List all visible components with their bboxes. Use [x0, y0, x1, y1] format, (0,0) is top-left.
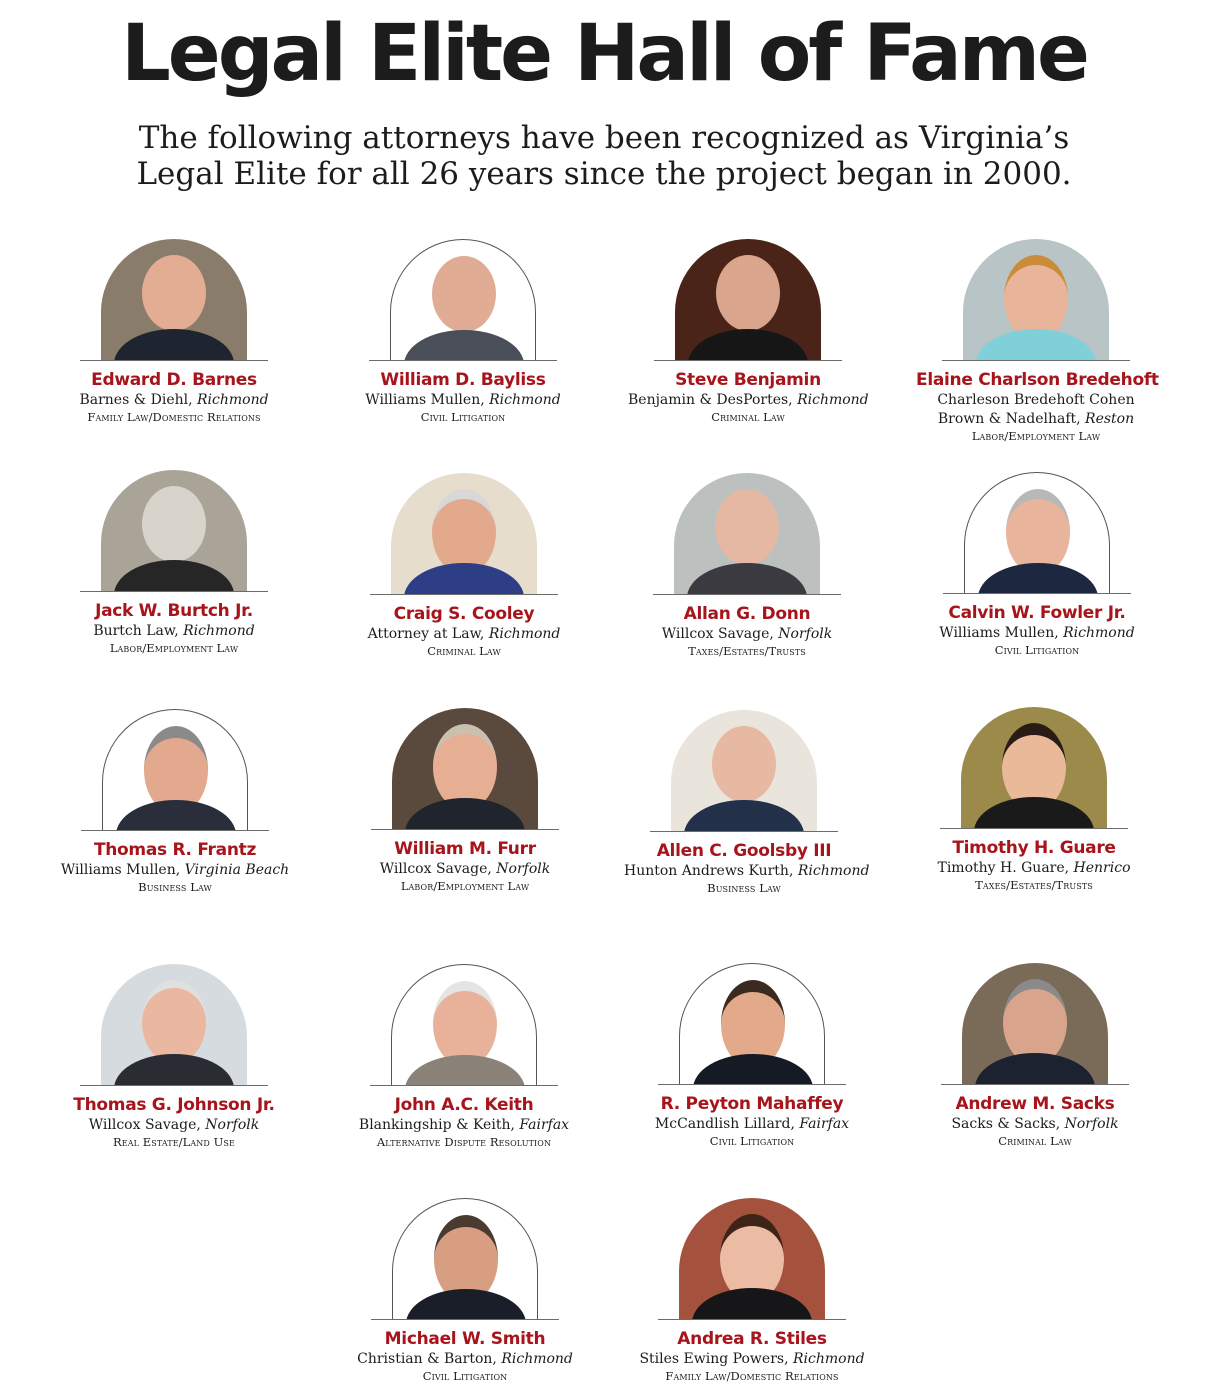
attorney-card [345, 1198, 585, 1384]
attorney-name: Craig S. Cooley [393, 604, 535, 624]
attorney-name: Elaine Charlson Bredehoft [916, 370, 1159, 390]
attorney-card [54, 470, 294, 656]
attorney-photo [679, 1198, 825, 1319]
divider [658, 1319, 846, 1320]
divider [658, 1084, 846, 1085]
attorney-photo [671, 710, 817, 831]
attorney-name: Thomas R. Frantz [93, 840, 257, 860]
attorney-name: Allen C. Goolsby III [656, 841, 832, 861]
attorney-card [914, 707, 1154, 893]
subtitle-line: Legal Elite for all 26 years since the project began in 2000. [136, 156, 1072, 192]
attorney-photo [392, 708, 538, 829]
attorney-photo [392, 1198, 538, 1319]
attorney-name: Steve Benjamin [675, 370, 821, 390]
attorney-specialty: Family Law/Domestic Relations [87, 410, 261, 424]
attorney-name: Allan G. Donn [683, 604, 811, 624]
divider [940, 828, 1128, 829]
attorney-firm: Williams Mullen, Richmond [939, 625, 1135, 641]
attorney-card [915, 963, 1155, 1149]
divider [371, 1319, 559, 1320]
attorney-specialty: Alternative Dispute Resolution [376, 1135, 552, 1149]
attorney-firm: Brown & Nadelhaft, Reston [937, 411, 1135, 427]
attorney-photo [390, 239, 536, 360]
attorney-name: R. Peyton Mahaffey [660, 1094, 844, 1114]
attorney-firm: Barnes & Diehl, Richmond [79, 392, 269, 408]
attorney-name: Andrea R. Stiles [677, 1329, 827, 1349]
attorney-photo [101, 964, 247, 1085]
attorney-card [343, 239, 583, 425]
attorney-name: William D. Bayliss [380, 370, 546, 390]
attorney-photo [963, 239, 1109, 360]
attorney-specialty: Business Law [707, 881, 781, 895]
attorney-firm: Willcox Savage, Norfolk [661, 626, 833, 642]
divider [941, 1084, 1129, 1085]
attorney-specialty: Civil Litigation [422, 1369, 508, 1383]
divider [81, 830, 269, 831]
divider [942, 360, 1130, 361]
attorney-firm: Christian & Barton, Richmond [357, 1351, 573, 1367]
attorney-card [54, 239, 294, 425]
attorney-firm: Benjamin & DesPortes, Richmond [628, 392, 869, 408]
attorney-specialty: Criminal Law [998, 1134, 1072, 1148]
attorney-card [54, 964, 294, 1150]
attorney-specialty: Criminal Law [711, 410, 785, 424]
attorney-photo [962, 963, 1108, 1084]
attorney-specialty: Taxes/Estates/Trusts [688, 644, 806, 658]
attorney-card [627, 473, 867, 659]
attorney-name: Edward D. Barnes [91, 370, 257, 390]
attorney-photo [679, 963, 825, 1084]
attorney-card [632, 1198, 872, 1384]
attorney-firm: Blankingship & Keith, Fairfax [358, 1117, 570, 1133]
attorney-specialty: Family Law/Domestic Relations [665, 1369, 839, 1383]
attorney-card [917, 472, 1157, 658]
attorney-card [624, 710, 870, 896]
divider [80, 591, 268, 592]
attorney-firm: Stiles Ewing Powers, Richmond [639, 1351, 865, 1367]
attorney-firm: Timothy H. Guare, Henrico [937, 860, 1131, 876]
attorney-card [628, 239, 868, 425]
divider [80, 360, 268, 361]
attorney-specialty: Labor/Employment Law [400, 879, 530, 893]
attorney-photo [391, 473, 537, 594]
attorney-firm: Willcox Savage, Norfolk [88, 1117, 260, 1133]
attorney-name: Timothy H. Guare [952, 838, 1116, 858]
attorney-firm: Charleson Bredehoft Cohen [937, 392, 1135, 408]
attorney-firm: McCandlish Lillard, Fairfax [654, 1116, 850, 1132]
attorney-photo [961, 707, 1107, 828]
attorney-photo [391, 964, 537, 1085]
attorney-name: Michael W. Smith [384, 1329, 546, 1349]
divider [370, 594, 558, 595]
attorney-specialty: Business Law [138, 880, 212, 894]
attorney-photo [674, 473, 820, 594]
divider [943, 593, 1131, 594]
page-subtitle [0, 120, 1208, 192]
attorney-specialty: Civil Litigation [709, 1134, 795, 1148]
attorney-card [344, 964, 584, 1150]
attorney-card [344, 473, 584, 659]
attorney-photo [102, 709, 248, 830]
attorney-card [345, 708, 585, 894]
attorney-specialty: Taxes/Estates/Trusts [975, 878, 1093, 892]
attorney-specialty: Civil Litigation [420, 410, 506, 424]
attorney-firm: Willcox Savage, Norfolk [379, 861, 551, 877]
attorney-specialty: Civil Litigation [994, 643, 1080, 657]
divider [371, 829, 559, 830]
attorney-name: Andrew M. Sacks [955, 1094, 1115, 1114]
attorney-photo [101, 239, 247, 360]
attorney-card [916, 239, 1159, 444]
divider [650, 831, 838, 832]
attorney-firm: Hunton Andrews Kurth, Richmond [624, 863, 870, 879]
page-title: Legal Elite Hall of Fame [121, 9, 1087, 99]
attorney-name: Jack W. Burtch Jr. [95, 601, 253, 621]
attorney-firm: Williams Mullen, Richmond [365, 392, 561, 408]
divider [370, 1085, 558, 1086]
attorney-specialty: Labor/Employment Law [971, 429, 1101, 443]
attorney-firm: Williams Mullen, Virginia Beach [60, 862, 290, 878]
divider [654, 360, 842, 361]
attorney-name: Calvin W. Fowler Jr. [948, 603, 1126, 623]
divider [80, 1085, 268, 1086]
attorney-name: John A.C. Keith [394, 1095, 534, 1115]
attorney-photo [964, 472, 1110, 593]
attorney-name: Thomas G. Johnson Jr. [73, 1095, 275, 1115]
attorney-photo [675, 239, 821, 360]
attorney-card [55, 709, 295, 895]
attorney-card [632, 963, 872, 1149]
attorney-firm: Attorney at Law, Richmond [367, 626, 561, 642]
attorney-specialty: Labor/Employment Law [109, 641, 239, 655]
subtitle-line: The following attorneys have been recognized as Virginia’s [138, 120, 1070, 156]
divider [653, 594, 841, 595]
attorney-specialty: Real Estate/Land Use [113, 1135, 235, 1149]
attorney-firm: Burtch Law, Richmond [93, 623, 255, 639]
divider [369, 360, 557, 361]
attorney-name: William M. Furr [394, 839, 536, 859]
attorney-photo [101, 470, 247, 591]
attorney-specialty: Criminal Law [427, 644, 501, 658]
attorney-firm: Sacks & Sacks, Norfolk [951, 1116, 1119, 1132]
